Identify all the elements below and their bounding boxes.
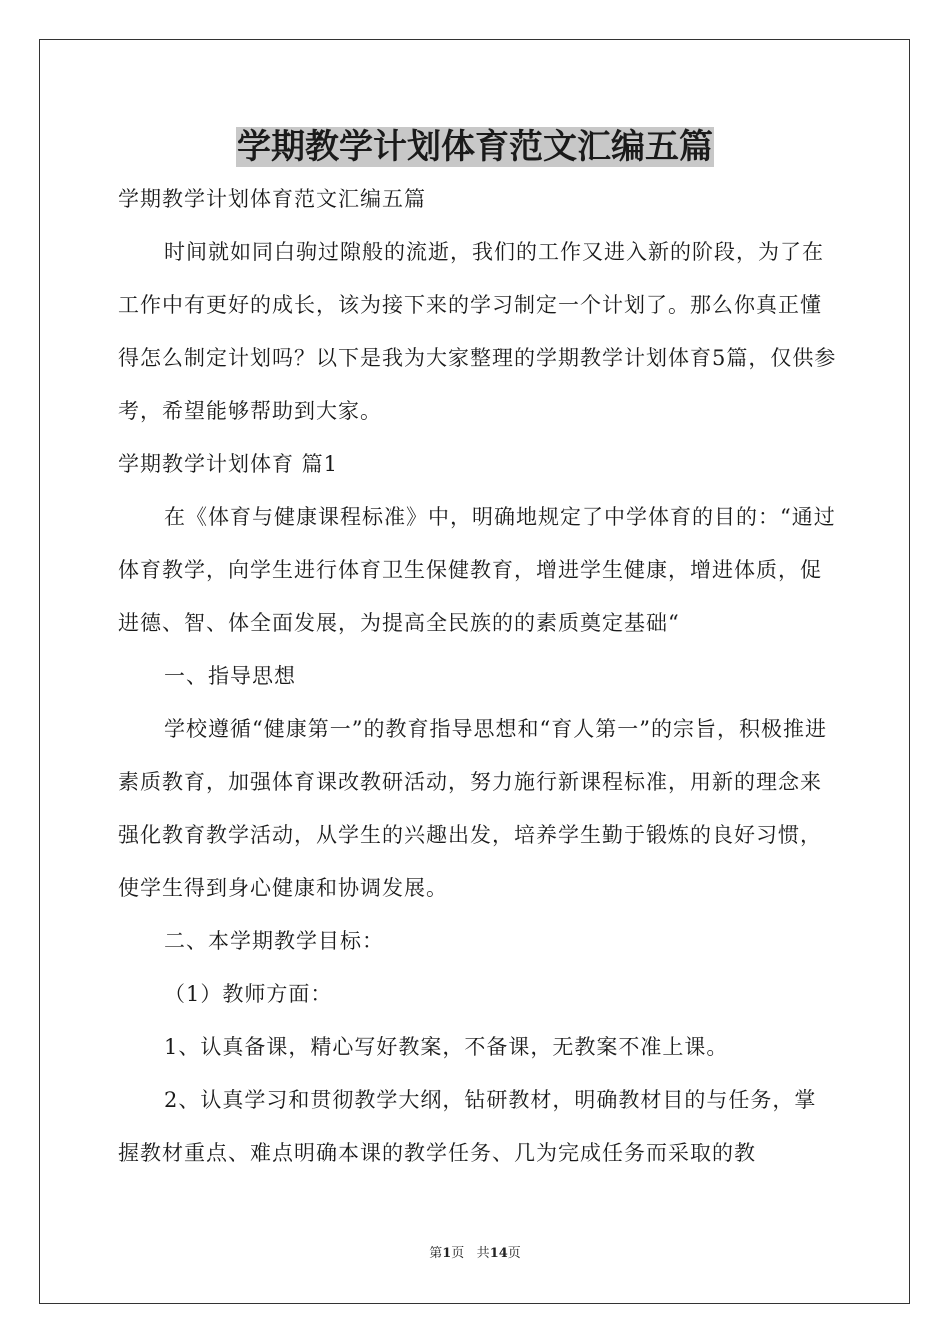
footer-page-suffix: 页 bbox=[451, 1246, 465, 1261]
list-item: 2、认真学习和贯彻教学大纲，钻研教材，明确教材目的与任务，掌握教材重点、难点明确本课的教学任务、几为完成任务而采取的教 bbox=[118, 1088, 817, 1165]
footer-page-prefix: 第 bbox=[429, 1246, 443, 1261]
footer-total-suffix: 页 bbox=[507, 1246, 521, 1261]
section-heading: 一、指导思想 bbox=[164, 664, 296, 688]
section-heading: 学期教学计划体育 篇1 bbox=[118, 452, 339, 476]
body-paragraph: 在《体育与健康课程标准》中，明确地规定了中学体育的目的：“通过体育教学，向学生进行体育卫生保健教育，增进学生健康，增进体质，促进德、智、体全面发展，为提高全民族的的素质奠定基础“ bbox=[118, 505, 836, 635]
document-title bbox=[0, 122, 950, 172]
page-footer bbox=[0, 1244, 950, 1264]
sub-heading: （1）教师方面： bbox=[164, 982, 333, 1006]
intro-paragraph: 时间就如同白驹过隙般的流逝，我们的工作又进入新的阶段，为了在工作中有更好的成长，该为接下来的学习制定一个计划了。那么你真正懂得怎么制定计划吗？以下是我为大家整理的学期教学计划体育5篇，仅供参考，希望能够帮助到大家。 bbox=[118, 240, 837, 423]
footer-page-number: 1 bbox=[442, 1246, 452, 1261]
footer-total-prefix: 共 bbox=[476, 1246, 490, 1261]
body-paragraph: 学校遵循“健康第一”的教育指导思想和“育人第一”的宗旨，积极推进素质教育，加强体育课改教研活动，努力施行新课程标准，用新的理念来强化教育教学活动，从学生的兴趣出发，培养学生勤于锻炼的良好习惯，使学生得到身心健康和协调发展。 bbox=[118, 717, 827, 900]
document-title-text: 学期教学计划体育范文汇编五篇 bbox=[237, 127, 713, 167]
footer-total-pages: 14 bbox=[489, 1246, 508, 1261]
document-body bbox=[118, 173, 838, 1180]
subtitle-paragraph: 学期教学计划体育范文汇编五篇 bbox=[118, 187, 426, 211]
list-item: 1、认真备课，精心写好教案，不备课，无教案不准上课。 bbox=[164, 1035, 729, 1059]
section-heading: 二、本学期教学目标： bbox=[164, 929, 384, 953]
